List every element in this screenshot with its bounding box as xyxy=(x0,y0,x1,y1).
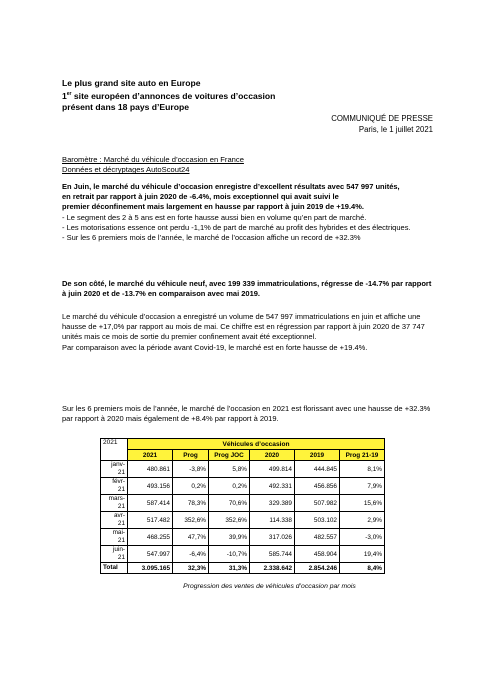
cell: 352,6% xyxy=(173,512,209,529)
col-2019: 2019 xyxy=(295,450,340,461)
cell: 493.156 xyxy=(128,478,173,495)
table-total-row xyxy=(101,563,385,574)
para1-bold-2: en retrait par rapport à juin 2020 de -6.4%, mois exceptionnel qui avait suivi le xyxy=(62,192,339,202)
paragraph-4: Sur les 6 premiers mois de l’année, le marché de l’occasion en 2021 est florissant avec une hausse de +32.3% par rapport à 2020 mais également de +8.4% par rapport à 2019. xyxy=(62,404,431,424)
table-row xyxy=(101,461,385,478)
paragraph-1 xyxy=(62,182,437,243)
cell: 352,6% xyxy=(209,512,250,529)
cell: -6,4% xyxy=(173,546,209,563)
cell: 444.845 xyxy=(295,461,340,478)
cell: 2,9% xyxy=(340,512,385,529)
total-cell: 32,3% xyxy=(173,563,209,574)
total-cell: 31,3% xyxy=(209,563,250,574)
header-block xyxy=(62,78,442,113)
col-prog-joc: Prog JOC xyxy=(209,450,250,461)
year-part: 21 xyxy=(117,537,125,544)
intro-donnees: Données et décryptages AutoScout24 xyxy=(62,165,190,175)
total-cell: 2.338.642 xyxy=(250,563,295,574)
table-row xyxy=(101,512,385,529)
year-part: 21 xyxy=(117,469,125,476)
col-2021: 2021 xyxy=(128,450,173,461)
paragraph-3 xyxy=(62,312,437,353)
cell: 458.904 xyxy=(295,546,340,563)
month-part: mars- xyxy=(108,495,125,502)
press-label: COMMUNIQUÉ DE PRESSE xyxy=(331,114,433,123)
cell: 587.414 xyxy=(128,495,173,512)
cell: 78,3% xyxy=(173,495,209,512)
row-month xyxy=(101,512,128,529)
year-part: 21 xyxy=(117,520,125,527)
cell: 317.026 xyxy=(250,529,295,546)
cell: 517.482 xyxy=(128,512,173,529)
header-line-1: Le plus grand site auto en Europe xyxy=(62,78,201,88)
cell: -3,8% xyxy=(173,461,209,478)
header-line-2-text: site européen d’annonces de voitures d’occasion xyxy=(71,90,276,101)
cell: 492.331 xyxy=(250,478,295,495)
table-row xyxy=(101,478,385,495)
cell: 39,9% xyxy=(209,529,250,546)
paragraph-2: De son côté, le marché du véhicule neuf, avec 199 339 immatriculations, régresse de -14.7% par rapport à juin 2020 et de -13.7% en comparaison avec mai 2019. xyxy=(62,279,432,299)
press-block xyxy=(331,113,433,135)
cell: 482.557 xyxy=(295,529,340,546)
header-line-3: présent dans 18 pays d’Europe xyxy=(62,101,190,112)
table-row xyxy=(101,495,385,512)
row-month xyxy=(101,495,128,512)
col-2020: 2020 xyxy=(250,450,295,461)
para1-bullet-2: - Les motorisations essence ont perdu -1,1% de part de marché au profit des hybrides et des électriques. xyxy=(62,222,411,232)
col-prog: Prog xyxy=(173,450,209,461)
year-part: 21 xyxy=(117,486,125,493)
total-cell: 8,4% xyxy=(340,563,385,574)
cell: 456.856 xyxy=(295,478,340,495)
cell: 503.102 xyxy=(295,512,340,529)
month-part: mai- xyxy=(112,529,125,536)
table-row xyxy=(101,546,385,563)
cell: 0,2% xyxy=(173,478,209,495)
row-month xyxy=(101,529,128,546)
cell: 480.861 xyxy=(128,461,173,478)
total-cell: 3.095.165 xyxy=(128,563,173,574)
year-part: 21 xyxy=(117,503,125,510)
month-part: juin- xyxy=(112,546,125,553)
header-line-2 xyxy=(62,89,442,102)
cell: 70,6% xyxy=(209,495,250,512)
cell: 0,2% xyxy=(209,478,250,495)
para1-bold-1: En Juin, le marché du véhicule d’occasion enregistre d’excellent résultats avec 547 997 unités, xyxy=(62,182,400,191)
para1-bullet-3: - Sur les 6 premiers mois de l’année, le marché de l’occasion affiche un record de +32.3% xyxy=(62,233,361,243)
cell: 8,1% xyxy=(340,461,385,478)
table-header-row xyxy=(101,450,385,461)
year-part: 21 xyxy=(117,554,125,561)
cell: 499.814 xyxy=(250,461,295,478)
total-label: Total xyxy=(101,563,128,574)
cell: 585.744 xyxy=(250,546,295,563)
month-part: févr- xyxy=(112,478,125,485)
table-year: 2021 xyxy=(101,439,128,461)
row-month xyxy=(101,461,128,478)
table-caption: Progression des ventes de véhicules d’occasion par mois xyxy=(183,583,356,590)
table-title: Véhicules d’occasion xyxy=(128,439,385,450)
total-cell: 2.854.246 xyxy=(295,563,340,574)
cell: 329.389 xyxy=(250,495,295,512)
cell: 47,7% xyxy=(173,529,209,546)
cell: 19,4% xyxy=(340,546,385,563)
intro-barometre: Baromètre : Marché du véhicule d’occasion en France xyxy=(62,155,244,164)
header-line-2-number: 1 xyxy=(62,90,67,101)
cell: 114.338 xyxy=(250,512,295,529)
cell: -10,7% xyxy=(209,546,250,563)
cell: 5,8% xyxy=(209,461,250,478)
para3-comparison: Par comparaison avec la période avant Covid-19, le marché est en forte hausse de +19.4%. xyxy=(62,342,368,352)
sales-table xyxy=(100,438,385,574)
press-date: Paris, le 1 juillet 2021 xyxy=(358,125,433,134)
header-line-2-sup: er xyxy=(66,91,72,97)
para1-bullet-1: - Le segment des 2 à 5 ans est en forte hausse aussi bien en volume qu’en part de marché. xyxy=(62,212,367,222)
cell: 468.255 xyxy=(128,529,173,546)
cell: 15,6% xyxy=(340,495,385,512)
cell: 507.982 xyxy=(295,495,340,512)
table-row xyxy=(101,529,385,546)
row-month xyxy=(101,478,128,495)
row-month xyxy=(101,546,128,563)
cell: 7,9% xyxy=(340,478,385,495)
intro-block xyxy=(62,155,437,175)
cell: -3,0% xyxy=(340,529,385,546)
para3-main: Le marché du véhicule d’occasion a enregistré un volume de 547 997 immatriculations en juin et affiche une hausse de +17,0% par rapport au mois de mai. Ce chiffre est en régression par rapport à juin 2020 de 37 747 unités mais ce mois de sortie du premier confinement avait été exceptionnel. xyxy=(62,312,425,342)
month-part: avr- xyxy=(113,512,125,519)
month-part: janv- xyxy=(111,461,125,468)
col-prog-21-19: Prog 21-19 xyxy=(340,450,385,461)
cell: 547.997 xyxy=(128,546,173,563)
table-title-row xyxy=(101,439,385,450)
para1-bold-3: premier déconfinement mais largement en hausse par rapport à juin 2019 de +19.4%. xyxy=(62,202,364,212)
